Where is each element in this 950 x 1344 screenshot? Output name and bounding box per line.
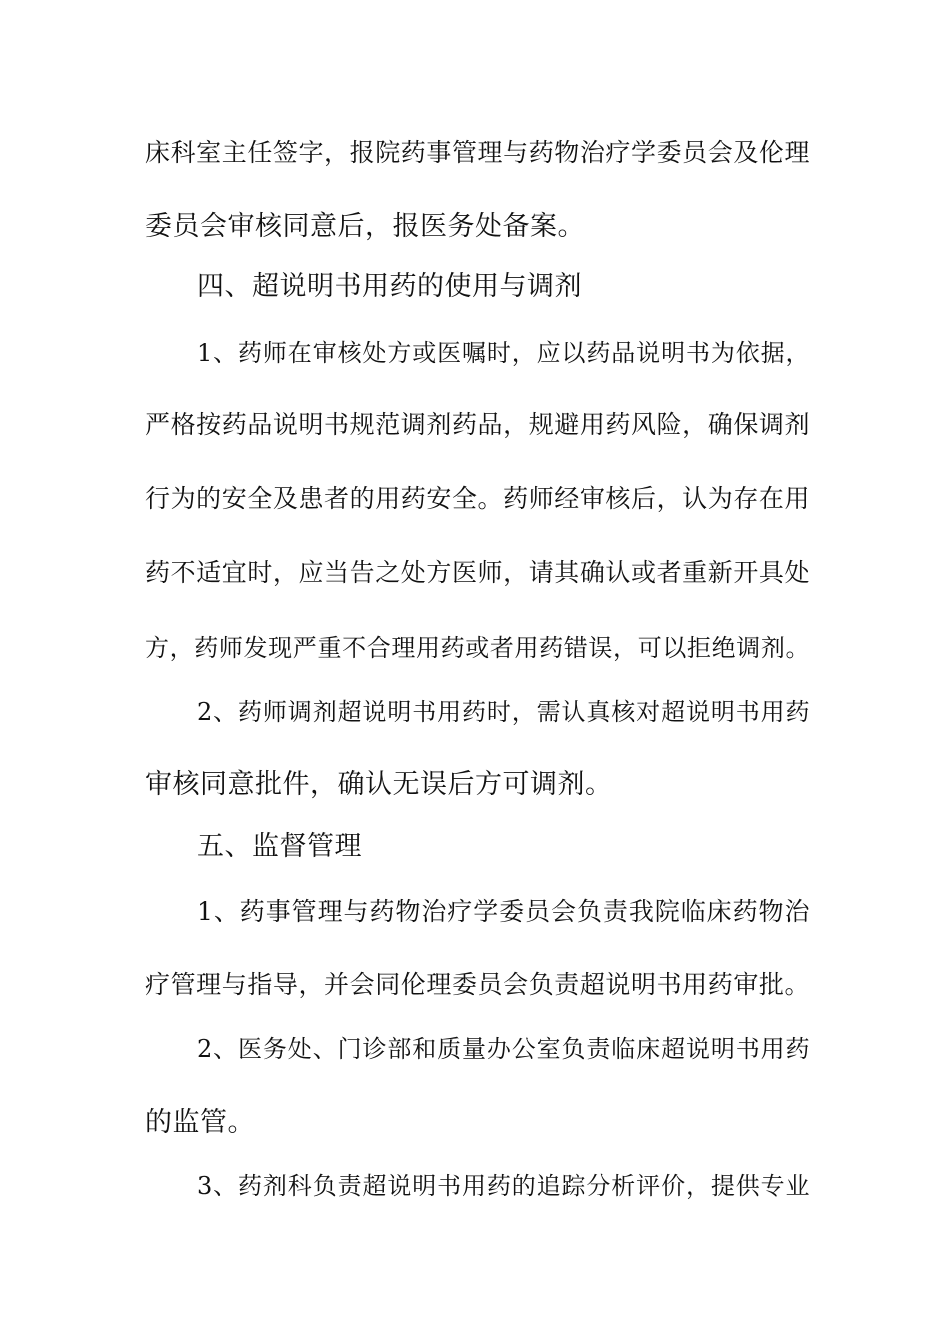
- text-line: 药不适宜时，应当告之处方医师，请其确认或者重新开具处: [145, 558, 810, 587]
- text-line: 1、药事管理与药物治疗学委员会负责我院临床药物治: [197, 897, 810, 926]
- text-line: 3、药剂科负责超说明书用药的追踪分析评价，提供专业: [197, 1172, 810, 1200]
- text-line: 的监管。: [145, 1107, 255, 1138]
- text-line: 严格按药品说明书规范调剂药品，规避用药风险，确保调剂: [145, 410, 810, 439]
- text-line: 2、医务处、门诊部和质量办公室负责临床超说明书用药: [197, 1035, 810, 1063]
- section-heading: 四、超说明书用药的使用与调剂: [197, 271, 582, 302]
- section-heading: 五、监督管理: [197, 831, 362, 862]
- text-line: 委员会审核同意后，报医务处备案。: [145, 211, 585, 242]
- text-line: 床科室主任签字，报院药事管理与药物治疗学委员会及伦理: [145, 138, 810, 167]
- text-line: 1、药师在审核处方或医嘱时，应以药品说明书为依据，: [197, 339, 810, 367]
- text-line: 行为的安全及患者的用药安全。药师经审核后，认为存在用: [145, 484, 810, 513]
- text-line: 疗管理与指导，并会同伦理委员会负责超说明书用药审批。: [145, 970, 810, 999]
- text-line: 审核同意批件，确认无误后方可调剂。: [145, 769, 613, 800]
- text-line: 方，药师发现严重不合理用药或者用药错误，可以拒绝调剂。: [145, 634, 810, 662]
- text-line: 2、药师调剂超说明书用药时，需认真核对超说明书用药: [197, 698, 810, 726]
